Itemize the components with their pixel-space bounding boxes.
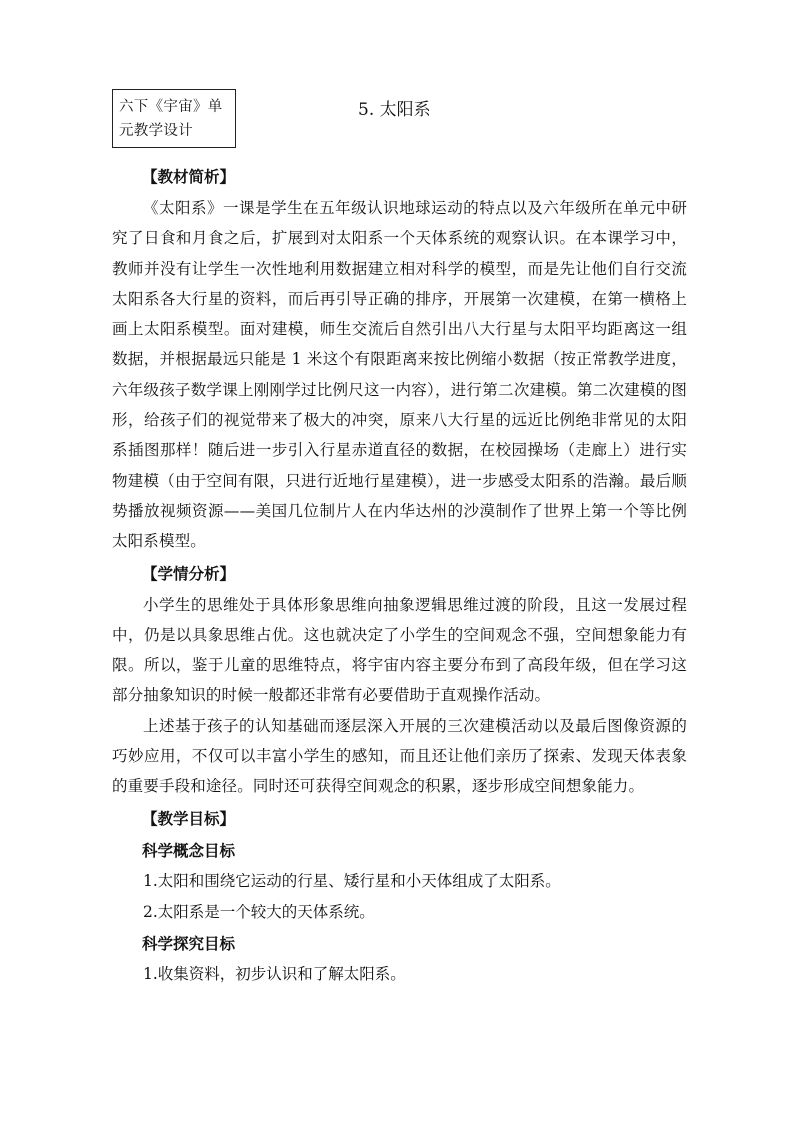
- student-analysis-paragraph-2: 上述基于孩子的认知基础而逐层深入开展的三次建模活动以及最后图像资源的巧妙应用，不仅可以丰富小学生的感知，而且还让他们亲历了探索、发现天体表象的重要手段和途径。同时还可获得空间观念的积累，逐步形成空间想象能力。: [112, 716, 687, 796]
- unit-label: 六下《宇宙》单元教学设计: [119, 99, 223, 139]
- concept-goal-item: 1.太阳和围绕它运动的行星、矮行星和小天体组成了太阳系。: [143, 871, 561, 890]
- concept-goal-item: 2.太阳系是一个较大的天体系统。: [143, 902, 375, 921]
- textbook-analysis-paragraph: 《太阳系》一课是学生在五年级认识地球运动的特点以及六年级所在单元中研究了日食和月食之后，扩展到对太阳系一个天体系统的观察认识。在本课学习中，教师并没有让学生一次性地利用数据建立相对科学的模型，而是先让他们自行交流太阳系各大行星的资料，而后再引导正确的排序，开展第一次建模，在第一横格上画上太阳系模型。面对建模，师生交流后自然引出八大行星与太阳平均距离这一组数据，并根据最远只能是 1 米这个有限距离来按比例缩小数据（按正常教学进度，六年级孩子数学课上刚刚学过比例尺这一内容），进行第二次建模。第二次建模的图形，给孩子们的视觉带来了极大的冲突，原来八大行星的远近比例绝非常见的太阳系插图那样！随后进一步引入行星赤道直径的数据，在校园操场（走廊上）进行实物建模（由于空间有限，只进行近地行星建模），进一步感受太阳系的浩瀚。最后顺势播放视频资源——美国几位制片人在内华达州的沙漠制作了世界上第一个等比例太阳系模型。: [112, 199, 687, 551]
- concept-goals-heading: 科学概念目标: [142, 840, 236, 860]
- student-analysis-paragraph-1: 小学生的思维处于具体形象思维向抽象逻辑思维过渡的阶段，且这一发展过程中，仍是以具象思维占优。这也就决定了小学生的空间观念不强，空间想象能力有限。所以，鉴于儿童的思维特点，将宇宙内容主要分布到了高段年级，但在学习这部分抽象知识的时候一般都还非常有必要借助于直观操作活动。: [112, 595, 687, 705]
- unit-label-box: [112, 89, 236, 148]
- inquiry-goal-item: 1.收集资料，初步认识和了解太阳系。: [143, 964, 406, 983]
- section-heading-students: 【学情分析】: [142, 563, 236, 583]
- inquiry-goals-heading: 科学探究目标: [142, 933, 236, 953]
- document-title: 5. 太阳系: [358, 100, 431, 120]
- section-heading-goals: 【教学目标】: [142, 808, 236, 828]
- document-body: [112, 160, 687, 990]
- section-heading-textbook: 【教材简析】: [142, 167, 236, 186]
